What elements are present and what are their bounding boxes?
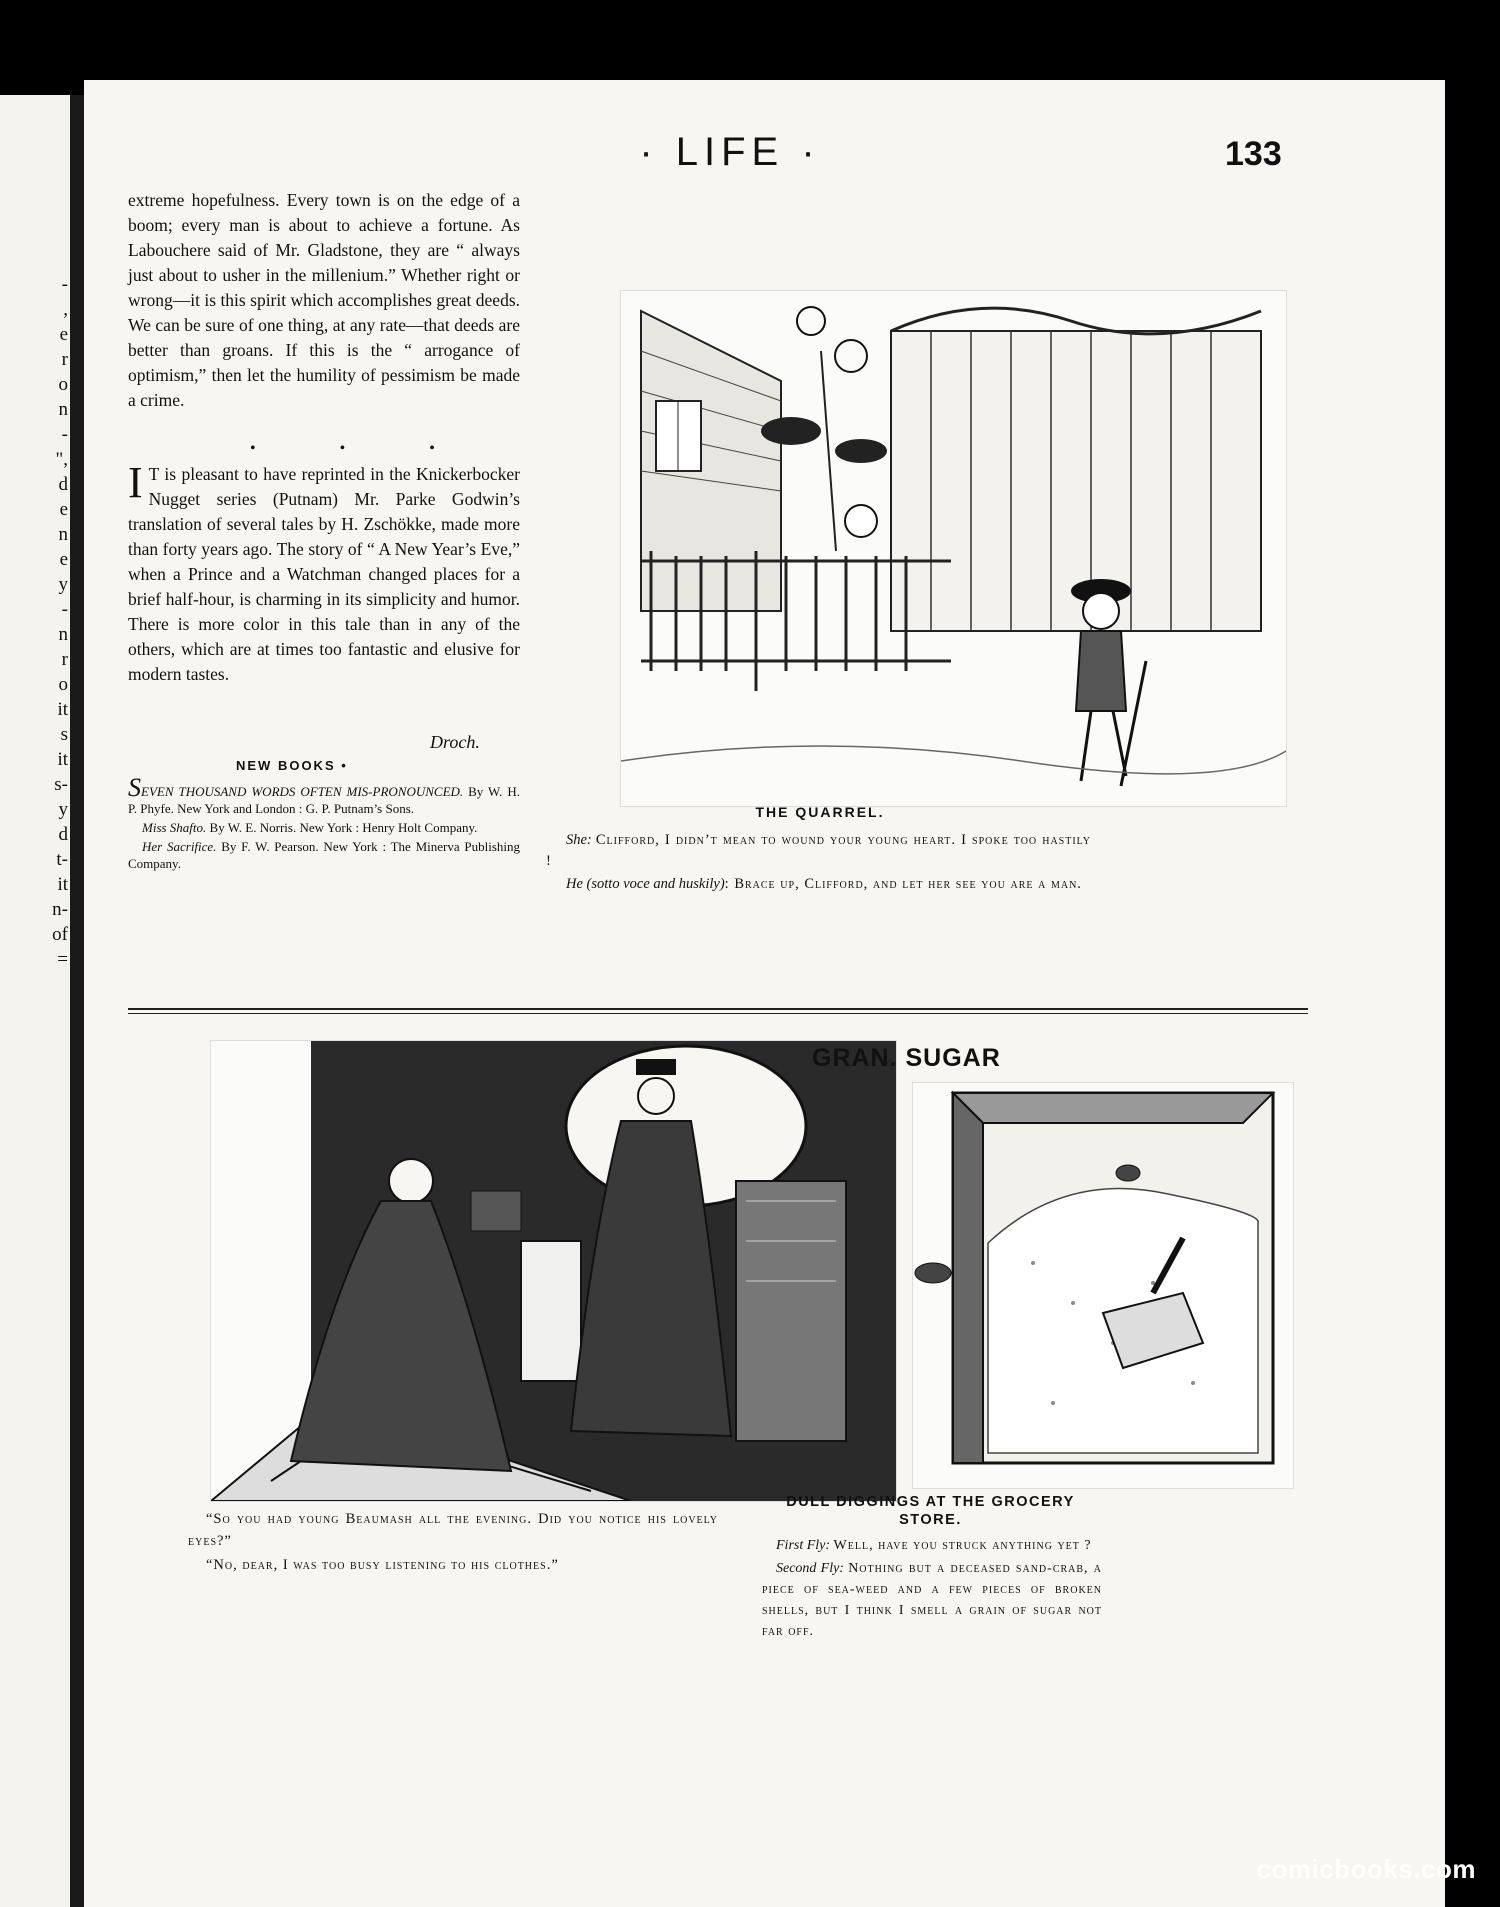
book-detail: By W. H. P. Phyfe. New York and London : G. P. Putnam’s Sons. (128, 784, 521, 816)
section-divider (128, 1008, 1308, 1010)
left-page-text-fragment: t- (56, 849, 68, 870)
source-watermark: comicbooks.com (1256, 1854, 1476, 1884)
book-entry-1 (128, 773, 521, 817)
grocery-illustration (912, 1082, 1294, 1489)
book-detail: By W. E. Norris. New York : Henry Holt Company. (209, 820, 478, 835)
left-page-text-fragment: o (58, 674, 68, 695)
parlor-drawing (211, 1041, 896, 1501)
parlor-illustration (210, 1040, 897, 1502)
section-divider (128, 1013, 1308, 1014)
dialog-text: Well, have you struck anything yet ? (833, 1538, 1092, 1553)
page-number: 133 (1225, 135, 1282, 173)
left-page-text-fragment: - (61, 424, 68, 445)
scan-border (1445, 80, 1500, 1907)
left-page-text-fragment: d (58, 474, 68, 495)
book-entry-3 (128, 838, 520, 872)
left-page-text-fragment: it (57, 874, 68, 895)
left-page-text-fragment: s- (54, 774, 68, 795)
left-page-text-fragment: of (52, 924, 68, 945)
left-page-text-fragment: o (58, 374, 68, 395)
article-paragraph-1: extreme hopefulness. Every town is on the edge of a boom; every man is about to achieve a fortune. As Labouchere said of Mr. Gladstone, they are “ always just about to usher in the millenium.” Whether right or wrong—it is this spirit which accomplishes great deeds. We can be sure of one thing, at any rate—that deeds are better than groans. If this is the “ arrogance of optimism,” then let the humility of pessimism be made a crime. (128, 190, 520, 410)
left-page-text-fragment: it (57, 699, 68, 720)
quarrel-drawing (621, 291, 1286, 806)
quarrel-title: THE QUARREL. (755, 804, 885, 820)
section-separator: • • • (250, 440, 475, 457)
left-page-text-fragment: - (61, 274, 68, 295)
left-page-text-fragment: s (60, 724, 68, 745)
left-page-text-fragment: n- (52, 899, 68, 920)
dialog-text: Nothing but a deceased sand-crab, a piece of sea-weed and a few pieces of broken shells, but I think I smell a grain of sugar not far off. (762, 1561, 1102, 1639)
page-header-title: · LIFE · (639, 130, 821, 174)
left-page-text-fragment: n (58, 399, 68, 420)
left-page-text-fragment: d (58, 824, 68, 845)
dialog-text: : Brace up, Clifford, and let her see you are a man. (724, 876, 1082, 892)
grocery-title: DULL DIGGINGS AT THE GROCERY STORE. (786, 1494, 1075, 1528)
speaker-she: She: (566, 832, 592, 848)
stage-direction: (sotto voce and huskily) (586, 876, 725, 892)
parlor-caption (188, 1508, 718, 1578)
left-page-text-fragment: r (61, 349, 68, 370)
left-page-text-fragment: , (63, 299, 68, 320)
book-detail: By F. W. Pearson. New York : The Minerva Publishing Company. (128, 839, 521, 871)
dialog-line-1 (546, 830, 1091, 872)
book-spine (70, 95, 84, 1907)
dialog-line-2 (762, 1558, 1102, 1642)
drop-cap: I (128, 458, 143, 507)
book-title: EVEN THOUSAND WORDS OFTEN MIS-PRONOUNCED. (141, 784, 464, 799)
caption-line-1: “So you had young Beaumash all the evening. Did you notice his lovely eyes?” (188, 1511, 718, 1549)
grocery-drawing (913, 1083, 1293, 1488)
book-title-cap: S (128, 773, 141, 802)
article-paragraph-2-text: T is pleasant to have reprinted in the Knickerbocker Nugget series (Putnam) Mr. Parke Godwin’s translation of several tales by H. Zschökke, made more than forty years ago. The story of “ A New Year’s Eve,” when a Prince and a Watchman changed places for a brief half-hour, is charming in its simplicity and humor. There is more color in this tale than in any of the others, which are at times too fantastic and elusive for modern tastes. (128, 464, 520, 684)
left-page-edge (0, 95, 70, 1907)
left-page-text-fragment: e (59, 499, 68, 520)
dialog-line-2 (546, 874, 1091, 895)
left-page-text-fragment: n (58, 524, 68, 545)
speaker-he: He (566, 876, 583, 892)
left-page-text-fragment: r (61, 649, 68, 670)
left-page-text-fragment: = (57, 949, 68, 970)
new-books-heading: NEW BOOKS • (236, 758, 348, 773)
left-page-text-fragment: n (58, 624, 68, 645)
quarrel-illustration (620, 290, 1287, 807)
left-page-text-fragment: - (61, 599, 68, 620)
dialog-line-1 (762, 1535, 1102, 1556)
quarrel-dialog (546, 830, 1091, 897)
dialog-text: Clifford, I didn’t mean to wound your young heart. I spoke too hastily ! (546, 832, 1091, 869)
new-books-list (128, 773, 521, 874)
book-entry-2 (128, 819, 520, 836)
left-page-text-fragment: y (58, 799, 68, 820)
book-title: Miss Shafto. (142, 820, 207, 835)
caption-line-2: “No, dear, I was too busy listening to his clothes.” (206, 1557, 559, 1573)
speaker-first-fly: First Fly: (776, 1538, 831, 1553)
book-title: Her Sacrifice. (142, 839, 217, 854)
left-page-text-fragment: e (59, 549, 68, 570)
left-page-text-fragment: y (58, 574, 68, 595)
left-page-text-fragment: e (59, 324, 68, 345)
speaker-second-fly: Second Fly: (776, 1561, 844, 1576)
author-signature: Droch. (430, 732, 480, 752)
sugar-bin-sign: GRAN. SUGAR (812, 1044, 1001, 1072)
left-page-text-fragment: ", (55, 449, 68, 470)
article-paragraph-2 (128, 458, 520, 687)
grocery-dialog (762, 1535, 1102, 1644)
left-page-text-fragment: it (57, 749, 68, 770)
